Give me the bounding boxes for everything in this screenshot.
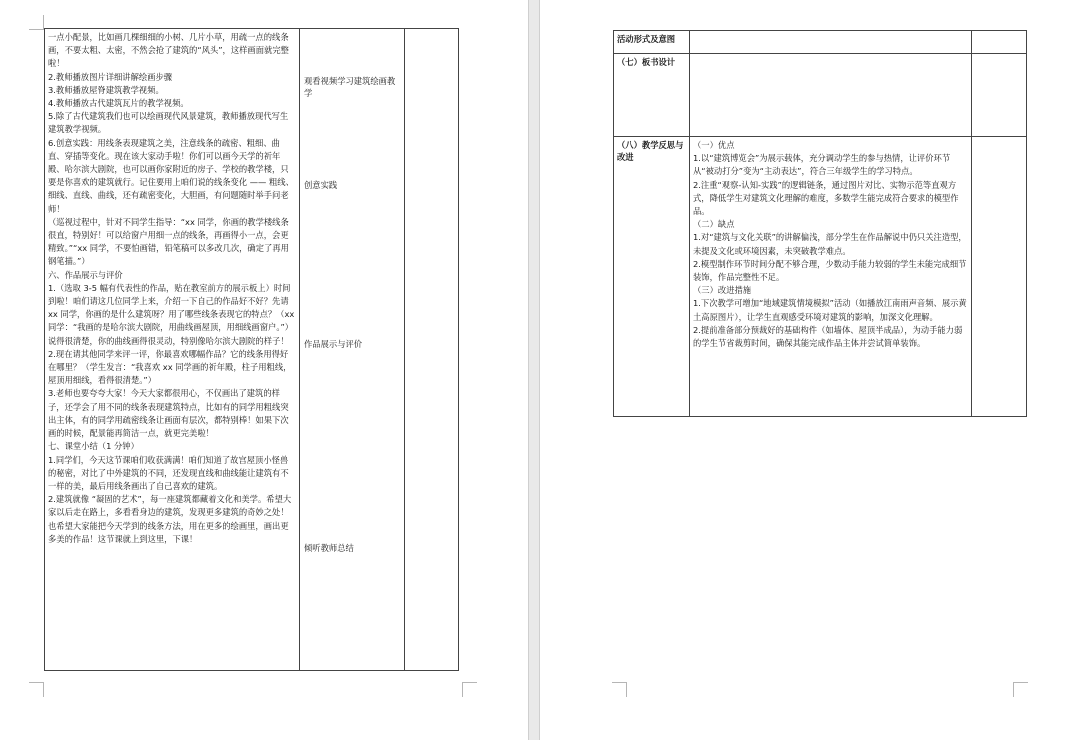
lesson-plan-table-left xyxy=(44,28,459,671)
intent-cell xyxy=(405,29,459,671)
table-row xyxy=(614,137,1027,417)
reflection-content: （一）优点 1.以“建筑博览会”为展示载体，充分调动学生的参与热情，让评价环节从“被动打分”变为“主动表达”，符合三年级学生的学习特点。 2.注重“观察-认知-实践”的逻辑链条，通过图片对比、实物示范等直观方式，降低学生对建筑文化理解的难度，多数学生能完成符合要求的模型作品。 （二）缺点 1.对“建筑与文化关联”的讲解偏浅，部分学生在作品解说中仍只关注造型，未提及文化或环境因素，未突破教学难点。 2.模型制作环节时间分配不够合理，少数动手能力较弱的学生未能完成细节装饰，作品完整性不足。 （三）改进措施 1.下次教学可增加“地域建筑情境模拟”活动（如播放江南雨声音频、展示黄土高原图片），让学生直观感受环境对建筑的影响，加深文化理解。 2.提前准备部分预裁好的基础构件（如墙体、屋顶半成品），为动手能力弱的学生节省裁剪时间，确保其能完成作品主体并尝试简单装饰。 xyxy=(690,137,972,417)
page-edge xyxy=(528,0,529,740)
student-activity-cell xyxy=(300,29,405,671)
table-row xyxy=(45,29,459,671)
activity-form-extra xyxy=(972,31,1027,54)
margin-corner-mark xyxy=(1013,682,1028,697)
reflection-label: （八）教学反思与改进 xyxy=(614,137,690,417)
activity-form-label: 活动形式及意图 xyxy=(614,31,690,54)
reflection-extra xyxy=(972,137,1027,417)
activity-video-learning: 观看视频学习建筑绘画教学 xyxy=(304,76,396,98)
table-row xyxy=(614,54,1027,137)
margin-corner-mark xyxy=(612,682,627,697)
document-page-right xyxy=(540,0,1080,740)
activity-form-content xyxy=(690,31,972,54)
margin-corner-mark xyxy=(462,682,477,697)
blackboard-design-content xyxy=(690,54,972,137)
margin-corner-mark xyxy=(29,15,44,30)
activity-creative-practice: 创意实践 xyxy=(304,180,338,190)
blackboard-design-label: （七）板书设计 xyxy=(614,54,690,137)
table-row xyxy=(614,31,1027,54)
lesson-plan-table-right xyxy=(613,30,1027,417)
blackboard-design-extra xyxy=(972,54,1027,137)
teaching-process-cell: 一点小配景，比如画几棵细细的小树、几片小草，用疏一点的线条画，不要太粗、太密，不然会抢了建筑的“风头”，这样画面就完整啦！ 2.教师播放图片详细讲解绘画步骤 3.教师播放屋脊建筑教学视频。 4.教师播放古代建筑瓦片的教学视频。 5.除了古代建筑我们也可以绘画现代风景建筑，教师播放现代写生建筑教学视频。 6.创意实践：用线条表现建筑之美，注意线条的疏密、粗细、曲直、穿插等变化。现在该大家动手啦！你们可以画今天学的祈年殿、哈尔滨大剧院，也可以画你家附近的房子、学校的教学楼，只要是你喜欢的建筑就行。记住要用上咱们说的线条变化 —— 粗线、细线、直线、曲线，还有疏密变化，大胆画，有问题随时举手问老师！ （巡视过程中，针对不同学生指导：“xx 同学，你画的教学楼线条很直，特别好！可以给窗户用细一点的线条，再画得小一点，会更精致。”“xx 同学，不要怕画错，铅笔稿可以多改几次，确定了再用钢笔描。”） 六、作品展示与评价 1.（选取 3-5 幅有代表性的作品，贴在教室前方的展示板上）时间到啦！咱们请这几位同学上来，介绍一下自己的作品好不好？先请 xx 同学，你画的是什么建筑呀？用了哪些线条表现它的特点？（xx 同学：“我画的是哈尔滨大剧院，用曲线画屋顶，用细线画窗户。”）说得很清楚，你的曲线画得很灵动，特别像哈尔滨大剧院的样子！ 2.现在请其他同学来评一评，你最喜欢哪幅作品？它的线条用得好在哪里？（学生发言：“我喜欢 xx 同学画的祈年殿，柱子用粗线，屋顶用细线，看得很清楚。”） 3.老师也要夸夸大家！今天大家都很用心，不仅画出了建筑的样子，还学会了用不同的线条表现建筑特点，比如有的同学用粗线突出主体，有的同学用疏密线条让画面有层次，都特别棒！如果下次画的时候，配景能再简洁一点，就更完美啦！ 七、课堂小结（1 分钟） 1.同学们，今天这节课咱们收获满满！咱们知道了故宫屋顶小怪兽的秘密，对比了中外建筑的不同，还发现直线和曲线能让建筑有不一样的美，最后用线条画出了自己喜欢的建筑。 2.建筑就像 “凝固的艺术”，每一座建筑都藏着文化和美学。希望大家以后走在路上，多看看身边的建筑，发现更多建筑的奇妙之处！也希望大家能把今天学到的线条方法，用在更多的绘画里，画出更多美的作品！这节课就上到这里，下课！ xyxy=(45,29,300,671)
margin-corner-mark xyxy=(29,682,44,697)
document-page-left xyxy=(0,0,528,740)
activity-work-display: 作品展示与评价 xyxy=(304,339,363,349)
activity-teacher-summary: 倾听教师总结 xyxy=(304,543,354,553)
